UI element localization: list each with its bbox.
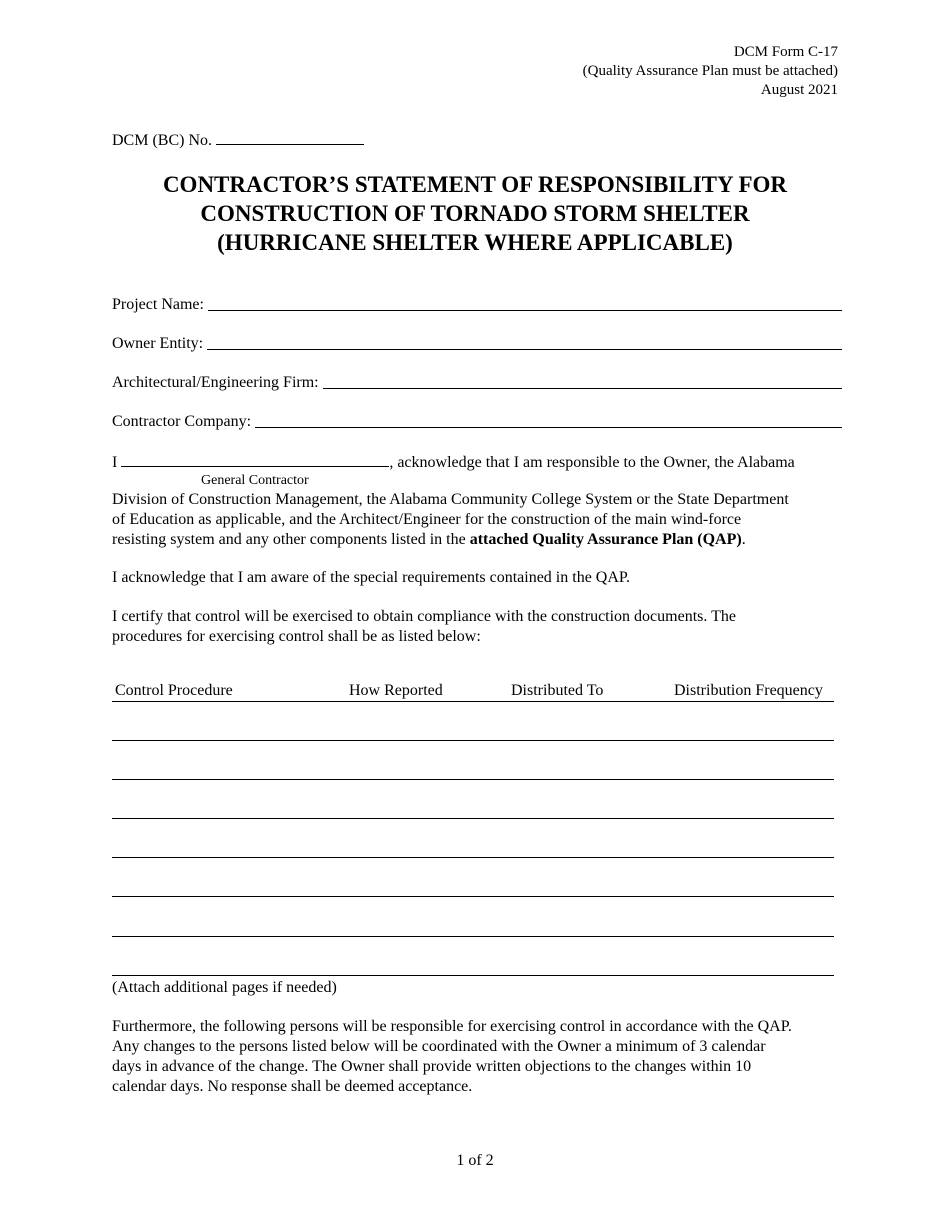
- ack-line-4-end: .: [741, 531, 746, 548]
- contractor-company-field: [112, 412, 842, 431]
- table-row[interactable]: [112, 975, 834, 976]
- acknowledgement-line-1: [112, 452, 842, 472]
- table-row[interactable]: [112, 896, 834, 897]
- ack-prefix: I: [112, 454, 118, 471]
- table-row[interactable]: [112, 818, 834, 819]
- title-line-3: (HURRICANE SHELTER WHERE APPLICABLE): [217, 230, 733, 255]
- dcm-number-blank[interactable]: [216, 130, 364, 145]
- ae-firm-blank[interactable]: [323, 374, 842, 389]
- table-row[interactable]: [112, 779, 834, 780]
- furthermore-line-4: calendar days. No response shall be deemed acceptance.: [112, 1078, 473, 1095]
- acknowledgement-paragraph: [112, 490, 847, 550]
- ack-line-2: Division of Construction Management, the Alabama Community College System or the State Department: [112, 491, 789, 508]
- ack-suffix: , acknowledge that I am responsible to the Owner, the Alabama: [389, 454, 795, 471]
- project-name-label: Project Name:: [112, 296, 204, 313]
- ae-firm-label: Architectural/Engineering Firm:: [112, 374, 319, 391]
- certify-line-2: procedures for exercising control shall be as listed below:: [112, 628, 481, 645]
- owner-entity-blank[interactable]: [207, 335, 842, 350]
- certify-statement: [112, 607, 847, 647]
- form-header: [583, 43, 838, 100]
- ack-qap-reference: attached Quality Assurance Plan (QAP): [469, 531, 742, 548]
- dcm-number-field: [112, 130, 364, 150]
- general-contractor-blank[interactable]: [121, 452, 389, 467]
- column-distributed-to: Distributed To: [511, 682, 604, 699]
- project-name-field: [112, 295, 842, 314]
- qap-attachment-note: (Quality Assurance Plan must be attached): [582, 63, 838, 79]
- table-row[interactable]: [112, 740, 834, 741]
- title-line-1: CONTRACTOR’S STATEMENT OF RESPONSIBILITY FOR: [162, 172, 788, 197]
- owner-entity-label: Owner Entity:: [112, 335, 204, 352]
- page-number: 1 of 2: [456, 1152, 494, 1169]
- furthermore-paragraph: [112, 1017, 847, 1097]
- certify-line-1: I certify that control will be exercised to obtain compliance with the construction documents. The: [112, 608, 736, 625]
- aware-statement: I acknowledge that I am aware of the special requirements contained in the QAP.: [112, 569, 631, 586]
- contractor-company-label: Contractor Company:: [112, 413, 252, 430]
- table-row[interactable]: [112, 857, 834, 858]
- table-row[interactable]: [112, 936, 834, 937]
- form-date: August 2021: [760, 82, 838, 98]
- attach-pages-note: (Attach additional pages if needed): [112, 979, 337, 996]
- owner-entity-field: [112, 334, 842, 353]
- column-control-procedure: Control Procedure: [115, 682, 233, 699]
- furthermore-line-3: days in advance of the change. The Owner shall provide written objections to the changes within 10: [112, 1058, 752, 1075]
- ack-line-4-start: resisting system and any other components listed in the: [112, 531, 470, 548]
- form-id: DCM Form C-17: [733, 44, 838, 60]
- general-contractor-caption: General Contractor: [201, 473, 309, 488]
- control-table-header: [112, 681, 834, 702]
- ae-firm-field: [112, 373, 842, 392]
- column-distribution-frequency: Distribution Frequency: [674, 682, 823, 699]
- column-how-reported: How Reported: [349, 682, 443, 699]
- ack-line-3: of Education as applicable, and the Architect/Engineer for the construction of the main wind-force: [112, 511, 742, 528]
- ack-line-4: [112, 530, 847, 550]
- title-line-2: CONSTRUCTION OF TORNADO STORM SHELTER: [200, 201, 750, 226]
- furthermore-line-1: Furthermore, the following persons will be responsible for exercising control in accordance with the QAP.: [112, 1018, 792, 1035]
- dcm-number-label: DCM (BC) No.: [112, 132, 213, 149]
- project-name-blank[interactable]: [208, 296, 842, 311]
- furthermore-line-2: Any changes to the persons listed below will be coordinated with the Owner a minimum of 3 calendar: [112, 1038, 766, 1055]
- page-title: [0, 170, 950, 257]
- contractor-company-blank[interactable]: [255, 413, 842, 428]
